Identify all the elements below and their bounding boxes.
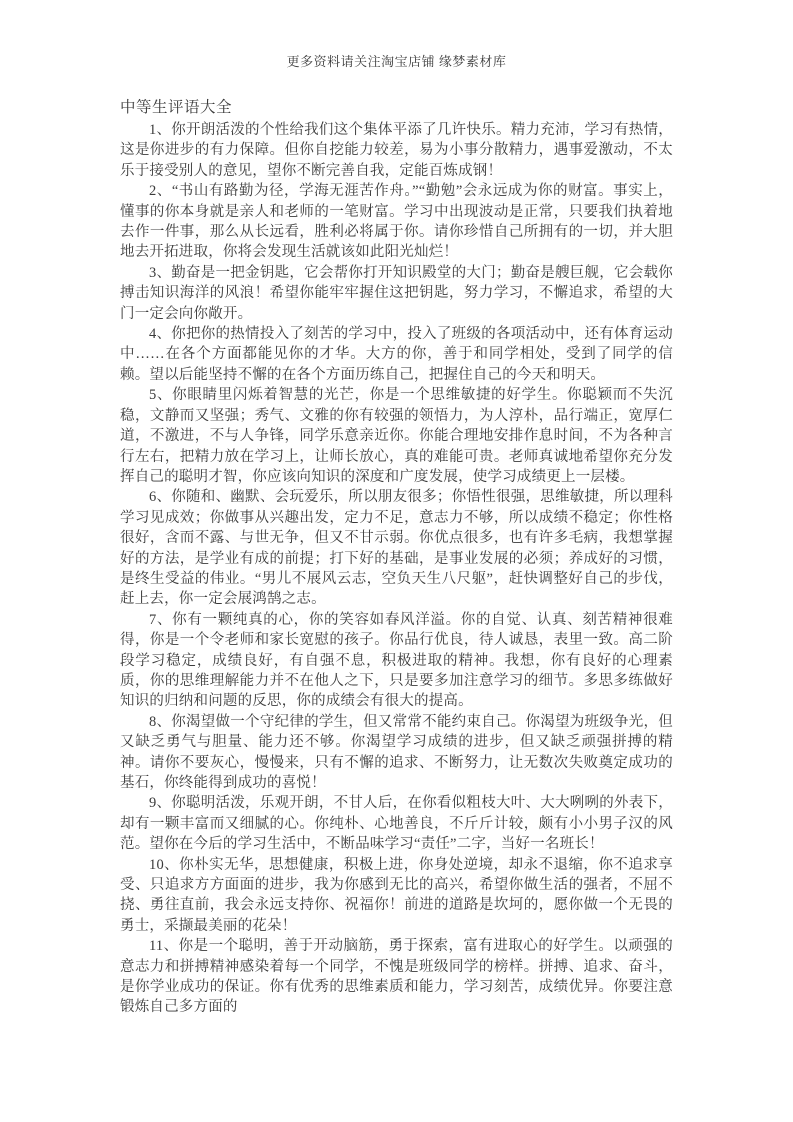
comment-paragraph-4: 4、你把你的热情投入了刻苦的学习中，投入了班级的各项活动中，还有体育运动中……在各个方面都能见你的才华。大方的你，善于和同学相处，受到了同学的信赖。望以后能坚持不懈的在各个方面历练自己，把握住自己的今天和明天。 xyxy=(120,326,673,383)
comment-paragraph-6: 6、你随和、幽默、会玩爱乐，所以朋友很多；你悟性很强，思维敏捷，所以理科学习见成效；你做事从兴趣出发，定力不足，意志力不够，所以成绩不稳定；你性格很好，含而不露、与世无争，但又不甘示弱。你优点很多，也有许多毛病，我想掌握好的方法，是学业有成的前提；打下好的基础，是事业发展的必须；养成好的习惯，是终生受益的伟业。“男儿不展风云志，空负天生八尺躯”，赶快调整好自己的步伐，赶上去，你一定会展鸿鹄之志。 xyxy=(120,489,673,608)
comment-paragraph-3: 3、勤奋是一把金钥匙，它会帮你打开知识殿堂的大门；勤奋是艘巨舰，它会载你搏击知识海洋的风浪！希望你能牢牢握住这把钥匙，努力学习，不懈追求，希望的大门一定会向你敞开。 xyxy=(120,264,673,322)
comment-paragraph-1: 1、你开朗活泼的个性给我们这个集体平添了几许快乐。精力充沛，学习有热情，这是你进步的有力保障。但你自挖能力较差，易为小事分散精力，遇事爱激动，不太乐于接受别人的意见，望你不断完善自我，定能百炼成钢！ xyxy=(120,122,673,179)
comment-paragraph-8: 8、你渴望做一个守纪律的学生，但又常常不能约束自己。你渴望为班级争光，但又缺乏勇气与胆量、能力还不够。你渴望学习成绩的进步，但又缺乏顽强拼搏的精神。请你不要灰心，慢慢来，只有不懈的追求、不断努力，让无数次失败奠定成功的基石，你终能得到成功的喜悦！ xyxy=(120,713,673,791)
comment-paragraph-11: 11、你是一个聪明，善于开动脑筋，勇于探索，富有进取心的好学生。以顽强的意志力和拼搏精神感染着每一个同学，不愧是班级同学的榜样。拼搏、追求、奋斗，是你学业成功的保证。你有优秀的思维素质和能力，学习刻苦，成绩优异。你要注意锻炼自己多方面的 xyxy=(120,938,673,1016)
comment-paragraph-5: 5、你眼睛里闪烁着智慧的光芒，你是一个思维敏捷的好学生。你聪颖而不失沉稳，文静而又坚强；秀气、文雅的你有较强的领悟力，为人淳朴，品行端正，宽厚仁道，不激进，不与人争锋，同学乐意亲近你。你能合理地安排作息时间，不为各种言行左右，把精力放在学习上，让师长放心，真的难能可贵。老师真诚地希望你充分发挥自己的聪明才智，你应该向知识的深度和广度发展，使学习成绩更上一层楼。 xyxy=(120,387,673,485)
comment-paragraph-10: 10、你朴实无华，思想健康，积极上进，你身处逆境，却永不退缩，你不追求享受、只追求方方面面的进步，我为你感到无比的高兴，希望你做生活的强者，不屈不挠、勇往直前，我会永远支持你、祝福你！前进的道路是坎坷的，愿你做一个无畏的勇士，采撷最美丽的花朵！ xyxy=(120,856,673,934)
comment-paragraph-7: 7、你有一颗纯真的心，你的笑容如春风洋溢。你的自觉、认真、刻苦精神很难得，你是一个令老师和家长宽慰的孩子。你品行优良，待人诚恳，表里一致。高二阶段学习稳定，成绩良好，有自强不息，积极进取的精神。我想，你有良好的心理素质，你的思维理解能力并不在他人之下，只是要多加注意学习的细节。多思多练做好知识的归纳和问题的反思，你的成绩会有很大的提高。 xyxy=(120,611,673,710)
comment-paragraph-2: 2、“书山有路勤为径，学海无涯苦作舟。”“勤勉”会永远成为你的财富。事实上，懂事的你本身就是亲人和老师的一笔财富。学习中出现波动是正常，只要我们执着地去作一件事，那么从长远看，胜利必将属于你。请你珍惜自己所拥有的一切，并大胆地去开拓进取，你将会发现生活就该如此阳光灿烂！ xyxy=(120,183,673,261)
comment-paragraph-9: 9、你聪明活泼，乐观开朗，不甘人后，在你看似粗枝大叶、大大咧咧的外表下，却有一颗丰富而又细腻的心。你纯朴、心地善良，不斤斤计较，颇有小小男子汉的风范。望你在今后的学习生活中，不断品味学习“责任”二字，当好一名班长！ xyxy=(120,795,673,853)
document-title: 中等生评语大全 xyxy=(120,99,233,116)
document-body xyxy=(120,95,673,1018)
page-header-note: 更多资料请关注淘宝店铺 缘梦素材库 xyxy=(286,54,507,69)
